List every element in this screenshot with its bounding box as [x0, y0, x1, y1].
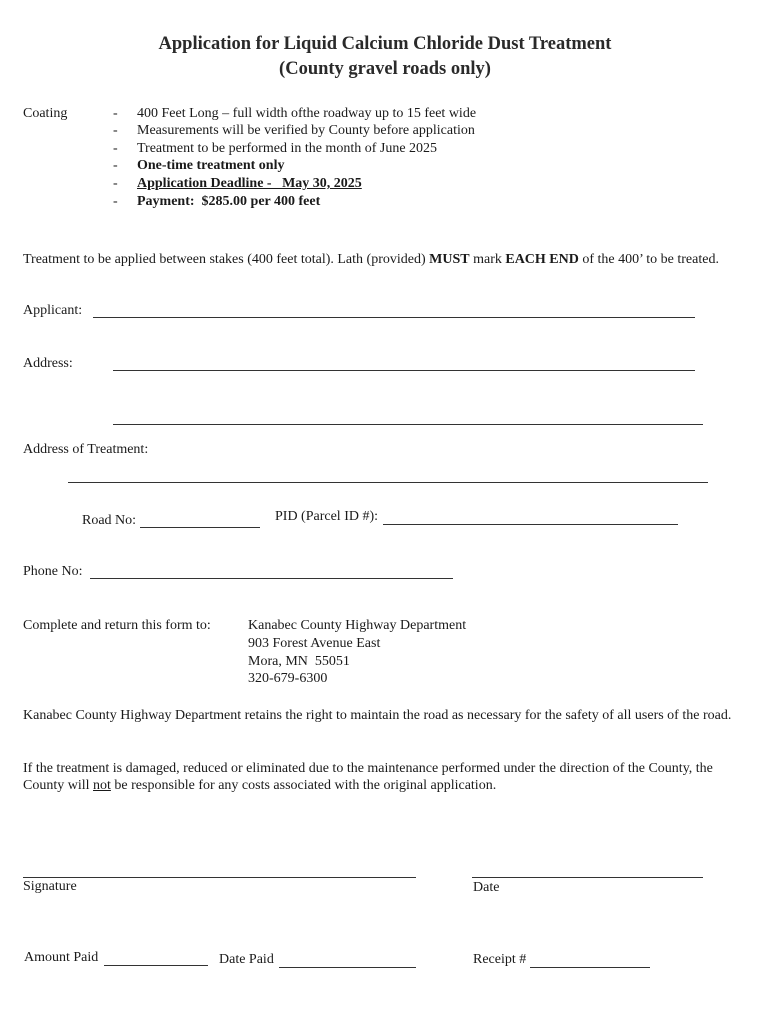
- address-field-line-2[interactable]: [113, 409, 703, 425]
- title-line-1: Application for Liquid Calcium Chloride Dust Treatment: [158, 34, 612, 54]
- receipt-field[interactable]: [530, 952, 650, 968]
- bullet-dash: -: [113, 106, 118, 121]
- coating-item-measurements: Measurements will be verified by County before application: [137, 123, 475, 138]
- coating-item-timing: Treatment to be performed in the month of June 2025: [137, 141, 438, 156]
- address-field-line-1[interactable]: [113, 356, 695, 371]
- maintain-note: Kanabec County Highway Department retains the right to maintain the road as necessary for the safety of all users of the road.: [23, 708, 732, 723]
- applicant-label: Applicant:: [23, 303, 83, 318]
- pid-field[interactable]: [383, 509, 678, 525]
- bullet-dash: -: [113, 141, 118, 156]
- damage-note-text: If the treatment is damaged, reduced or eliminated due to the maintenance performed under the direction of the County, the County will: [23, 761, 713, 793]
- signature-label: Signature: [23, 879, 77, 894]
- pid-label: PID (Parcel ID #):: [275, 509, 379, 524]
- address-of-treatment-label: Address of Treatment:: [23, 442, 149, 457]
- amount-paid-label: Amount Paid: [24, 950, 99, 965]
- title-line-2: (County gravel roads only): [279, 59, 491, 79]
- amount-paid-field[interactable]: [104, 950, 208, 966]
- applicant-field[interactable]: [93, 303, 695, 318]
- bullet-dash: -: [113, 123, 118, 138]
- bullet-dash: -: [113, 194, 118, 209]
- road-no-field[interactable]: [140, 513, 260, 528]
- road-no-label: Road No:: [82, 513, 137, 528]
- coating-item-deadline: Application Deadline - May 30, 2025: [137, 176, 362, 191]
- coating-item-payment: Payment: $285.00 per 400 feet: [137, 194, 321, 209]
- bullet-dash: -: [113, 176, 118, 191]
- treatment-note: [23, 251, 738, 268]
- date-field[interactable]: [472, 862, 703, 878]
- phone-label: Phone No:: [23, 564, 83, 579]
- address-label: Address:: [23, 356, 73, 371]
- date-label: Date: [473, 880, 500, 895]
- treatment-note-text: Treatment to be applied between stakes (400 feet total). Lath (provided): [23, 252, 430, 267]
- coating-label: Coating: [23, 106, 68, 121]
- damage-note-not: not: [93, 778, 111, 793]
- treatment-note-text: of the 400’ to be treated.: [578, 252, 719, 267]
- address-of-treatment-field[interactable]: [68, 467, 708, 483]
- return-label: Complete and return this form to:: [23, 618, 211, 633]
- phone-field[interactable]: [90, 564, 453, 579]
- return-address-line: 903 Forest Avenue East: [248, 636, 381, 651]
- coating-item-one-time: One-time treatment only: [137, 158, 285, 173]
- bullet-dash: -: [113, 158, 118, 173]
- signature-field[interactable]: [23, 862, 416, 878]
- return-address-line: 320-679-6300: [248, 671, 328, 686]
- return-address-line: Mora, MN 55051: [248, 654, 350, 669]
- return-address-line: Kanabec County Highway Department: [248, 618, 467, 633]
- receipt-label: Receipt #: [473, 952, 527, 967]
- damage-note-text: be responsible for any costs associated with the original application.: [110, 778, 497, 793]
- date-paid-field[interactable]: [279, 952, 416, 968]
- coating-item-length: 400 Feet Long – full width ofthe roadway up to 15 feet wide: [137, 106, 477, 121]
- treatment-note-text: mark: [469, 252, 506, 267]
- damage-note: [23, 760, 748, 794]
- date-paid-label: Date Paid: [219, 952, 274, 967]
- treatment-note-must: MUST: [429, 252, 470, 267]
- treatment-note-each-end: EACH END: [505, 252, 579, 267]
